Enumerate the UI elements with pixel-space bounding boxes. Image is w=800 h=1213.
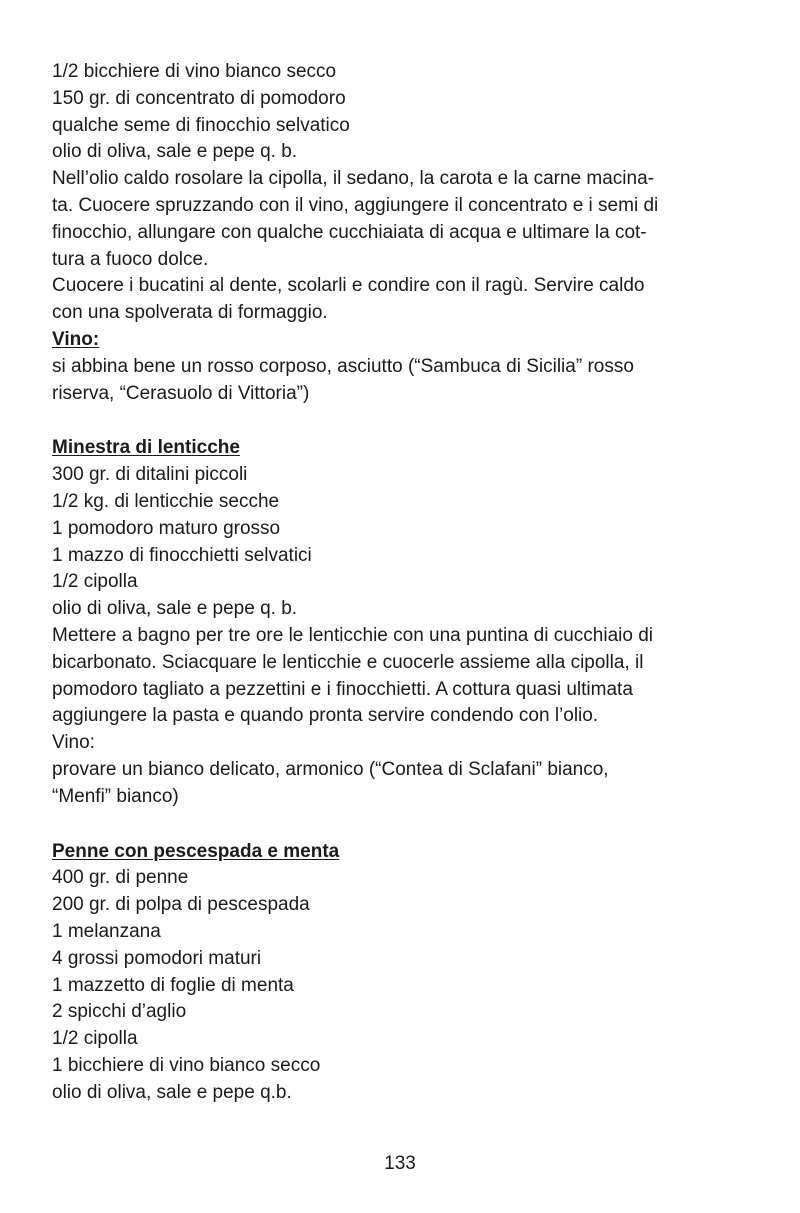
wine-heading: Vino:: [52, 732, 95, 754]
method-line: Mettere a bagno per tre ore le lenticchie con una puntina di cucchiaio di: [52, 624, 653, 646]
method-line: finocchio, allungare con qualche cucchiaiata di acqua e ultimare la cot-: [52, 221, 647, 243]
section-gap: [52, 407, 752, 435]
page-content: [52, 59, 752, 1106]
ingredient-list: [52, 865, 752, 1106]
ingredient-line: 1 bicchiere di vino bianco secco: [52, 1054, 321, 1076]
method-text: [52, 623, 752, 730]
recipe-title: Penne con pescespada e menta: [52, 840, 340, 862]
method-line: Nell’olio caldo rosolare la cipolla, il sedano, la carota e la carne macina-: [52, 168, 654, 190]
wine-line: riserva, “Cerasuolo di Vittoria”): [52, 382, 310, 404]
ingredient-line: olio di oliva, sale e pepe q. b.: [52, 598, 298, 620]
wine-line: “Menfi” bianco): [52, 785, 179, 807]
ingredient-line: 1/2 bicchiere di vino bianco secco: [52, 61, 337, 82]
section-gap: [52, 811, 752, 839]
method-line: pomodoro tagliato a pezzettini e i finocchietti. A cottura quasi ultimata: [52, 678, 633, 700]
method-line: tura a fuoco dolce.: [52, 248, 209, 270]
wine-text: [52, 757, 752, 811]
method-line: aggiungere la pasta e quando pronta servire condendo con l’olio.: [52, 705, 599, 727]
recipe-continued: [52, 59, 752, 407]
ingredient-line: 1 melanzana: [52, 920, 161, 942]
method-line: bicarbonato. Sciacquare le lenticchie e cuocerle assieme alla cipolla, il: [52, 651, 644, 673]
ingredient-line: 1/2 cipolla: [52, 571, 138, 593]
method-line: Cuocere i bucatini al dente, scolarli e condire con il ragù. Servire caldo: [52, 275, 645, 297]
ingredient-line: 4 grossi pomodori maturi: [52, 947, 262, 969]
method-text: [52, 166, 752, 327]
ingredient-line: 400 gr. di penne: [52, 867, 189, 889]
recipe-penne-con-pescespada: [52, 839, 752, 1107]
method-line: con una spolverata di formaggio.: [52, 302, 328, 324]
ingredient-line: olio di oliva, sale e pepe q. b.: [52, 141, 298, 163]
ingredient-line: olio di oliva, sale e pepe q.b.: [52, 1081, 292, 1103]
recipe-title: Minestra di lenticche: [52, 437, 240, 459]
ingredient-line: 300 gr. di ditalini piccoli: [52, 464, 248, 486]
ingredient-line: 1/2 kg. di lenticchie secche: [52, 490, 280, 512]
recipe-minestra-di-lenticche: [52, 435, 752, 810]
method-line: ta. Cuocere spruzzando con il vino, aggiungere il concentrato e i semi di: [52, 194, 659, 216]
wine-heading: Vino:: [52, 328, 100, 350]
ingredient-line: 1 mazzetto di foglie di menta: [52, 974, 294, 996]
ingredient-list: [52, 462, 752, 623]
wine-line: si abbina bene un rosso corposo, asciutto (“Sambuca di Sicilia” rosso: [52, 355, 634, 377]
wine-line: provare un bianco delicato, armonico (“Contea di Sclafani” bianco,: [52, 758, 609, 780]
ingredient-line: 2 spicchi d’aglio: [52, 1001, 187, 1023]
ingredient-line: 1 pomodoro maturo grosso: [52, 517, 281, 539]
wine-text: [52, 354, 752, 408]
ingredient-line: 1 mazzo di finocchietti selvatici: [52, 544, 312, 566]
page-number: 133: [384, 1153, 416, 1174]
ingredient-line: qualche seme di finocchio selvatico: [52, 114, 350, 136]
ingredient-list: [52, 59, 752, 166]
ingredient-line: 200 gr. di polpa di pescespada: [52, 894, 310, 916]
ingredient-line: 150 gr. di concentrato di pomodoro: [52, 87, 346, 109]
ingredient-line: 1/2 cipolla: [52, 1028, 138, 1050]
